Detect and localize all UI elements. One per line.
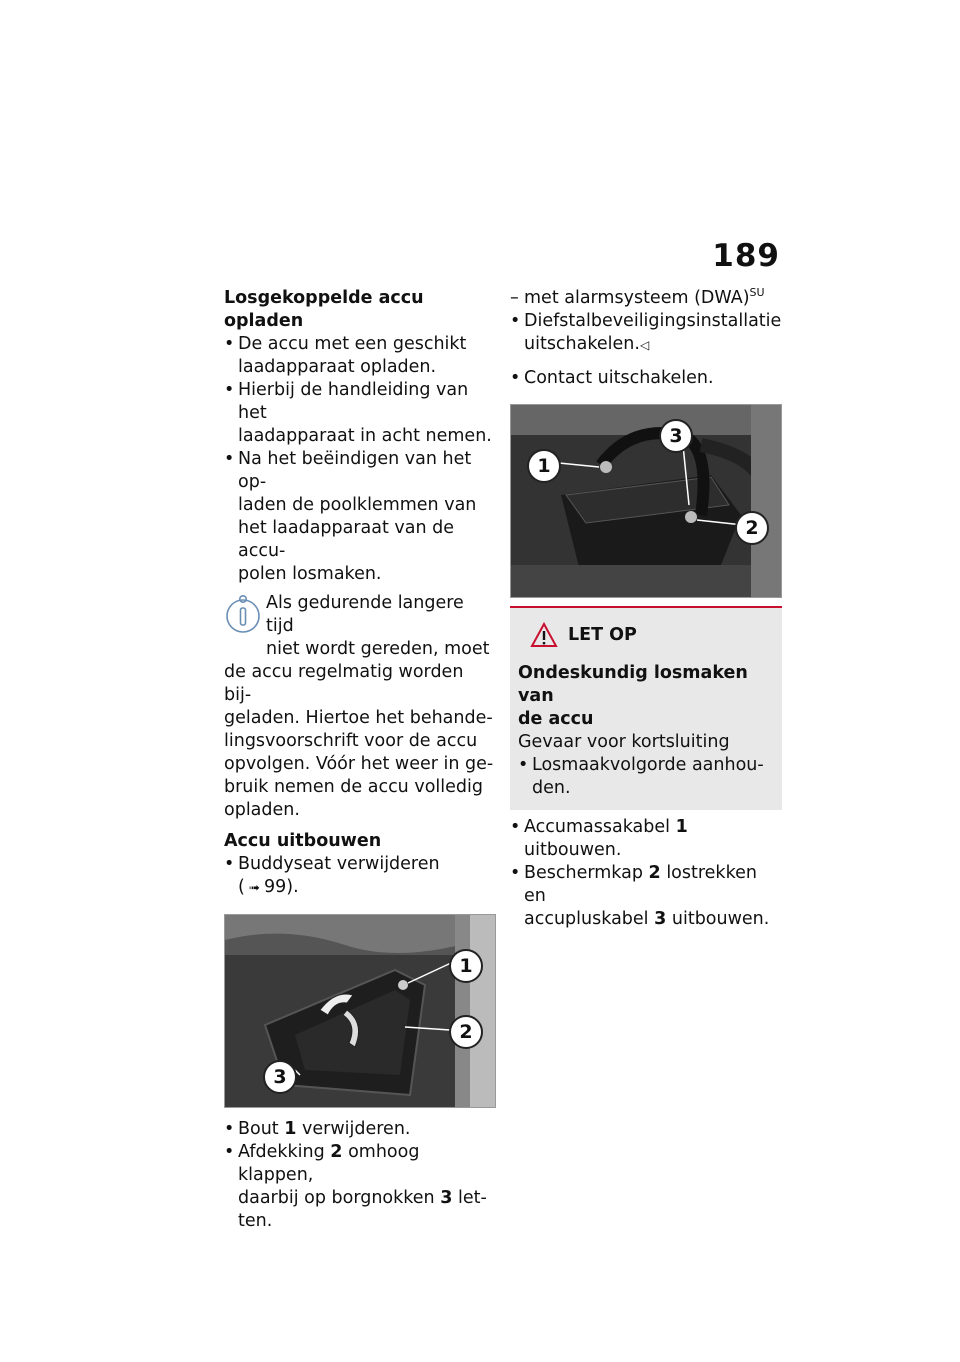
warning-title: Ondeskundig losmaken van de accu (518, 663, 748, 729)
page-number: 189 (712, 238, 780, 274)
callout-3: 3 (263, 1060, 297, 1094)
page-ref-link[interactable]: 99). (264, 877, 299, 897)
callout-1: 1 (449, 949, 483, 983)
bullet-ignition-off: • Contact uitschakelen. (510, 368, 714, 388)
battery-terminals-illustration (511, 405, 781, 597)
warning-bullet: • Losmaakvolgorde aanhou- den. (518, 755, 764, 798)
step-remove-positive-cable: • Beschermkap 2 lostrekken en accupluskabel 3 uitbouwen. (510, 863, 770, 929)
page-ref-arrow-icon: ➟ (244, 881, 264, 896)
info-icon (224, 592, 262, 636)
bullet-manual: • Hierbij de handleiding van het laadapparaat in acht nemen. (224, 380, 492, 446)
warning-hazard: Gevaar voor kortsluiting (518, 732, 730, 752)
bullet-charge: • De accu met een geschikt laadapparaat opladen. (224, 334, 467, 377)
right-column (510, 287, 782, 931)
dash-alarm-system: – met alarmsysteem (DWA)$^{SU}$ (510, 286, 765, 308)
end-mark-icon: ◁ (639, 338, 650, 352)
bullet-anti-theft: • Diefstalbeveiligingsinstallatie uitschakelen.◁ (510, 311, 782, 354)
warning-box (510, 606, 782, 810)
warning-label: LET OP (568, 625, 637, 645)
callout-1: 1 (527, 449, 561, 483)
callout-3: 3 (659, 419, 693, 453)
callout-2: 2 (449, 1015, 483, 1049)
step-remove-ground-cable: • Accumassakabel 1 uitbouwen. (510, 817, 688, 860)
step-remove-bolt: • Bout 1 verwijderen. (224, 1119, 411, 1139)
callout-2: 2 (735, 511, 769, 545)
heading-disconnected-battery-charging: Losgekoppelde accu opladen (224, 288, 424, 331)
battery-cover-photo (224, 914, 496, 1108)
step-fold-cover: • Afdekking 2 omhoog klappen, daarbij op borgnokken 3 let- ten. (224, 1142, 487, 1231)
heading-remove-battery: Accu uitbouwen (224, 831, 382, 851)
info-note: Als gedurende langere tijd niet wordt gereden, moet de accu regelmatig worden bij- geladen. Hiertoe het behande- lingsvoorschrift voor de accu opvolgen. Vóór het weer in ge- bruik nemen de accu volledig opladen. (224, 593, 494, 820)
battery-terminals-photo (510, 404, 782, 598)
bullet-disconnect-clamps: • Na het beëindigen van het op- laden de poolklemmen van het laadapparaat van de accu- polen losmaken. (224, 449, 477, 584)
left-column (224, 287, 496, 1233)
bullet-remove-seat: • Buddyseat verwijderen ( ➟ 99). (224, 854, 440, 897)
warning-triangle-icon (530, 622, 558, 648)
